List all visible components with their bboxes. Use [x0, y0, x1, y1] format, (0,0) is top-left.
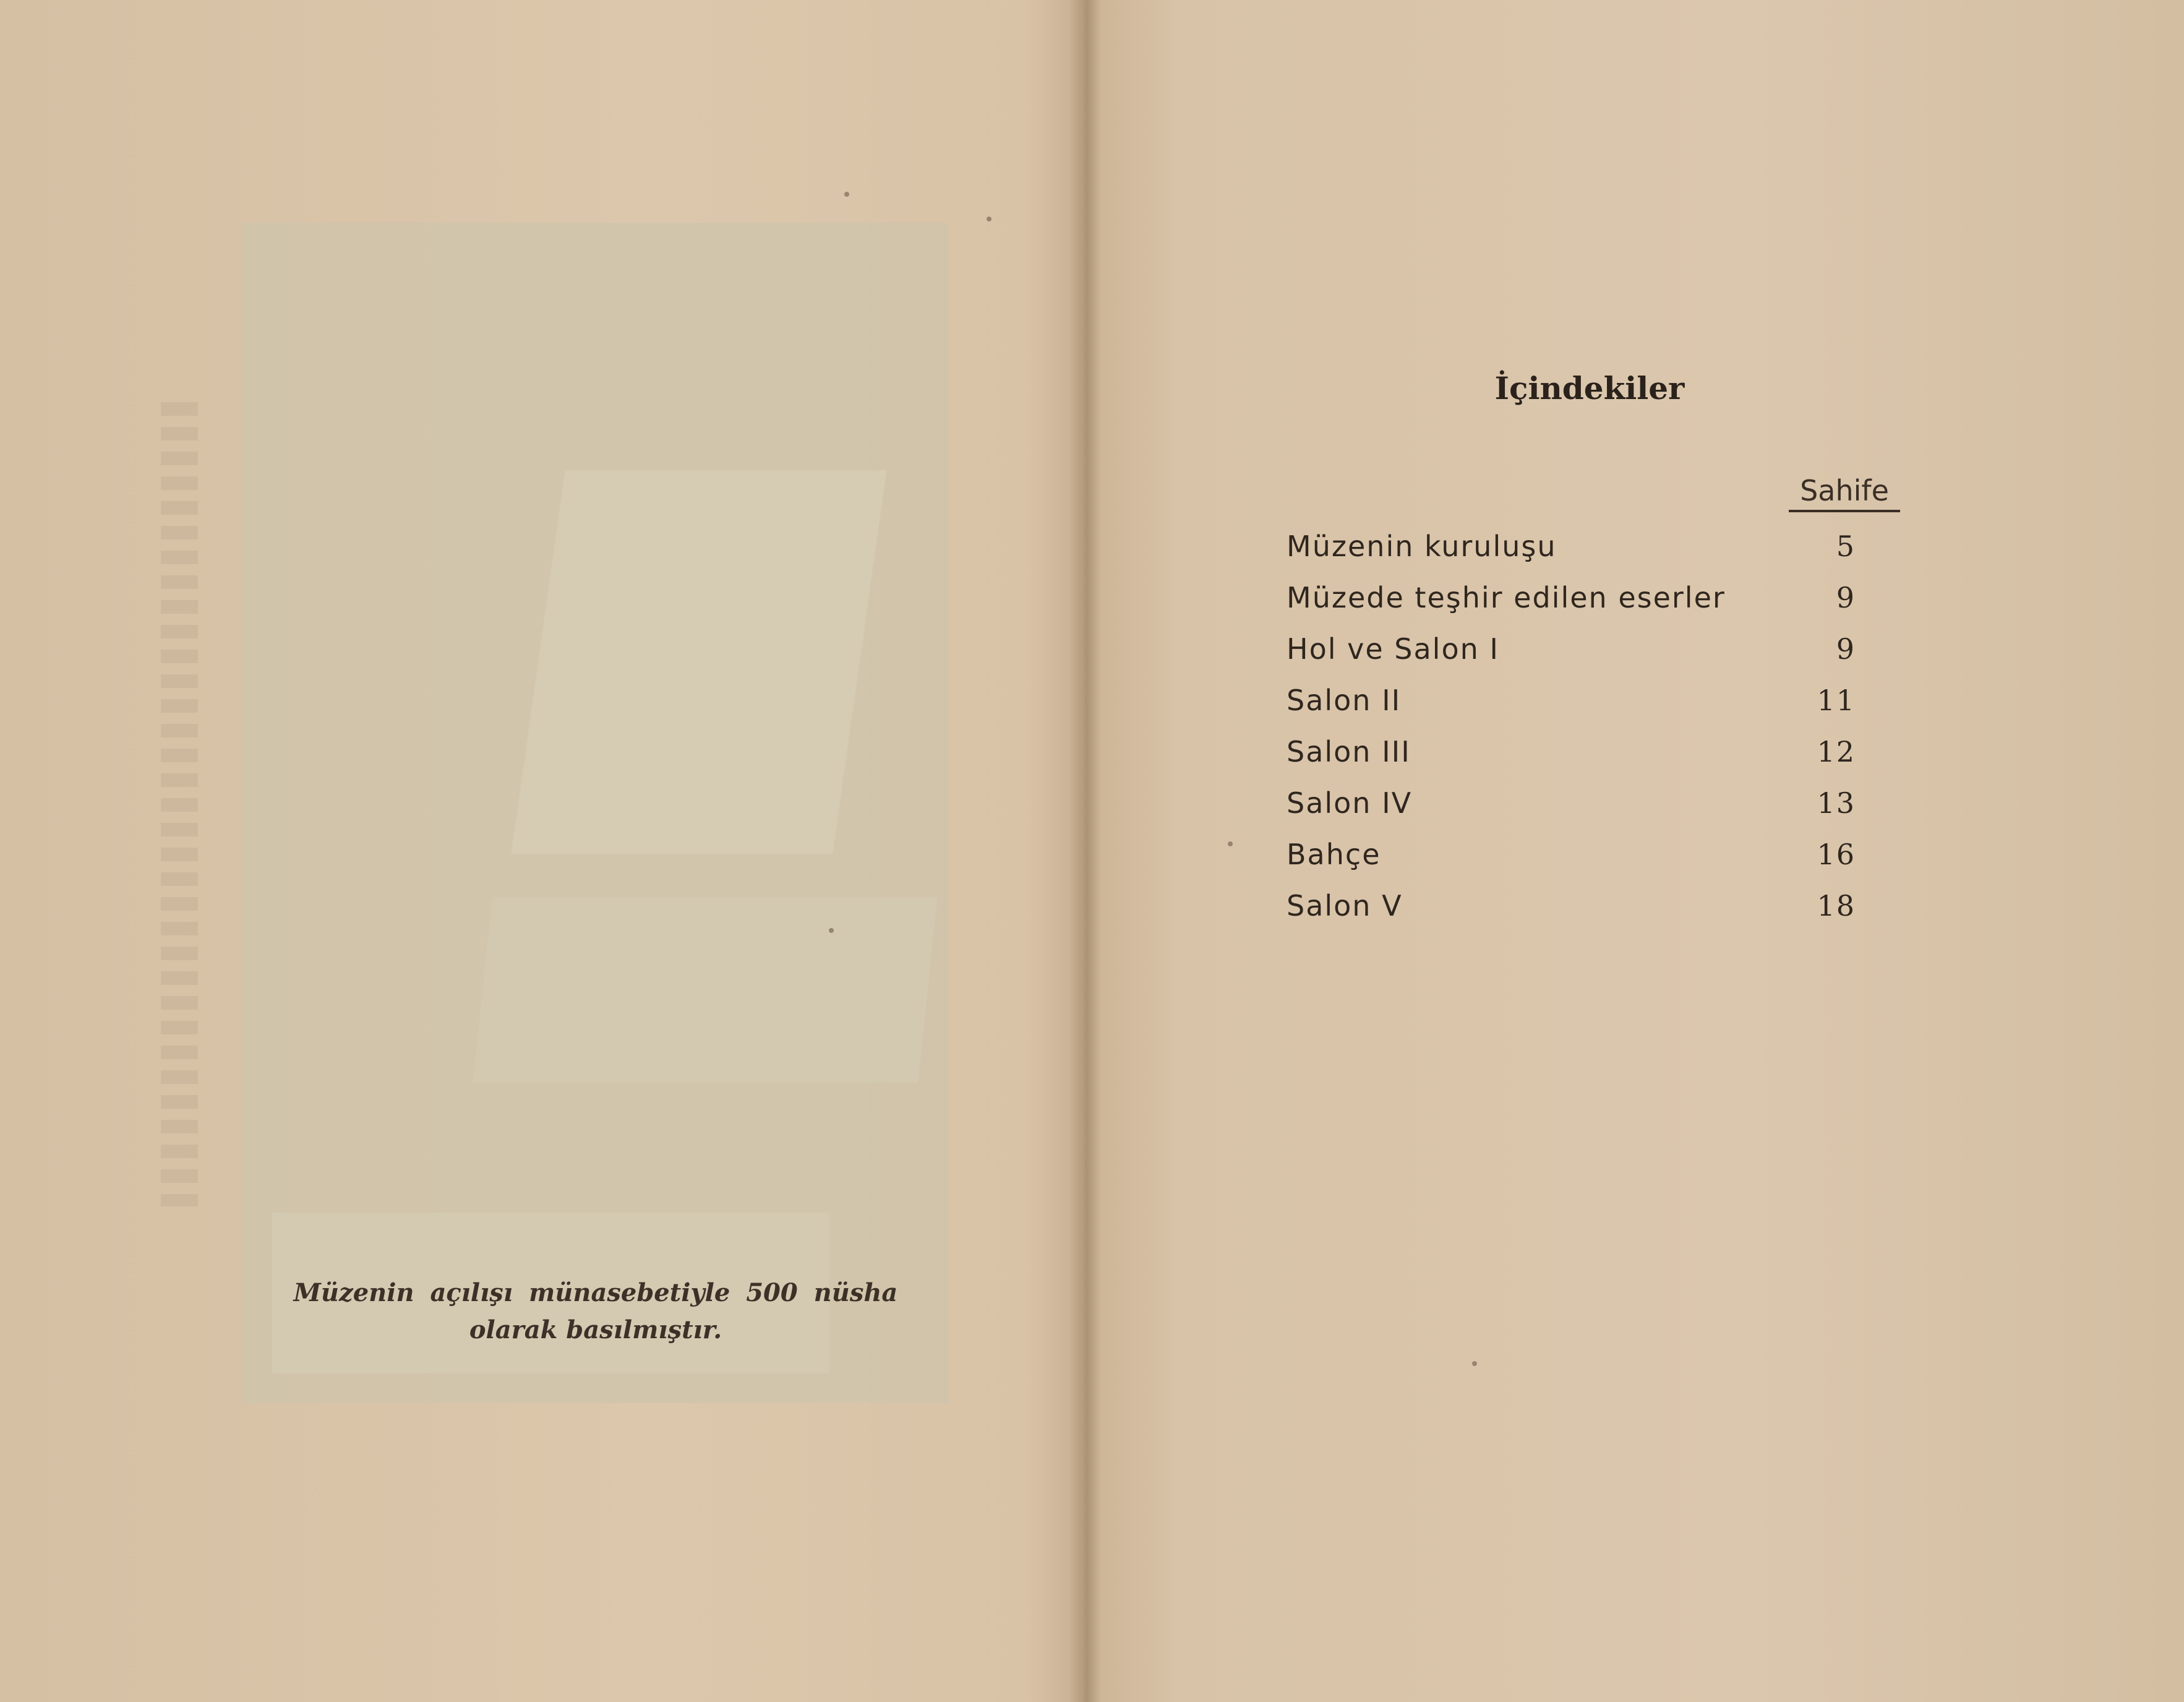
toc-list: [1287, 530, 1880, 940]
toc-entry: [1287, 632, 1880, 684]
toc-entry-page: 5: [1836, 530, 1856, 563]
toc-entry-page: 12: [1817, 735, 1856, 768]
toc-entry-label: Müzede teşhir edilen eserler: [1287, 581, 1726, 614]
toc-title: İçindekiler: [1494, 370, 1685, 406]
paper-speck: [1228, 841, 1233, 846]
toc-entry-label: Salon V: [1287, 889, 1403, 922]
toc-entry: [1287, 530, 1880, 581]
colophon: [242, 1274, 949, 1349]
paper-speck: [844, 192, 849, 197]
toc-entry: [1287, 889, 1880, 940]
toc-entry-label: Salon IV: [1287, 786, 1413, 820]
toc-entry-page: 9: [1836, 581, 1856, 614]
toc-entry-page: 18: [1817, 889, 1856, 922]
colophon-line-2: olarak basılmıştır.: [469, 1315, 722, 1344]
toc-entry-page: 9: [1836, 632, 1856, 666]
toc-entry: [1287, 735, 1880, 786]
toc-page-column-header: Sahife: [1789, 474, 1900, 512]
toc-entry-label: Bahçe: [1287, 838, 1381, 871]
show-through-shape: [511, 470, 886, 854]
paper-speck: [987, 217, 991, 221]
toc-entry-page: 16: [1817, 838, 1856, 871]
toc-entry-label: Salon II: [1287, 684, 1402, 717]
toc-entry-page: 11: [1817, 684, 1856, 717]
toc-entry-page: 13: [1817, 786, 1856, 820]
toc-entry: [1287, 838, 1880, 889]
toc-entry-label: Müzenin kuruluşu: [1287, 530, 1557, 563]
toc-entry: [1287, 581, 1880, 632]
show-through-text: [161, 402, 198, 1206]
left-page: [0, 0, 1084, 1702]
toc-entry-label: Hol ve Salon I: [1287, 632, 1499, 666]
show-through-shape: [473, 897, 938, 1083]
toc-entry: [1287, 684, 1880, 735]
toc-entry-label: Salon III: [1287, 735, 1411, 768]
colophon-line-1: Müzenin açılışı münasebetiyle 500 nüsha: [293, 1278, 898, 1307]
paper-speck: [1472, 1361, 1477, 1366]
toc-entry: [1287, 786, 1880, 838]
paper-speck: [829, 928, 834, 933]
